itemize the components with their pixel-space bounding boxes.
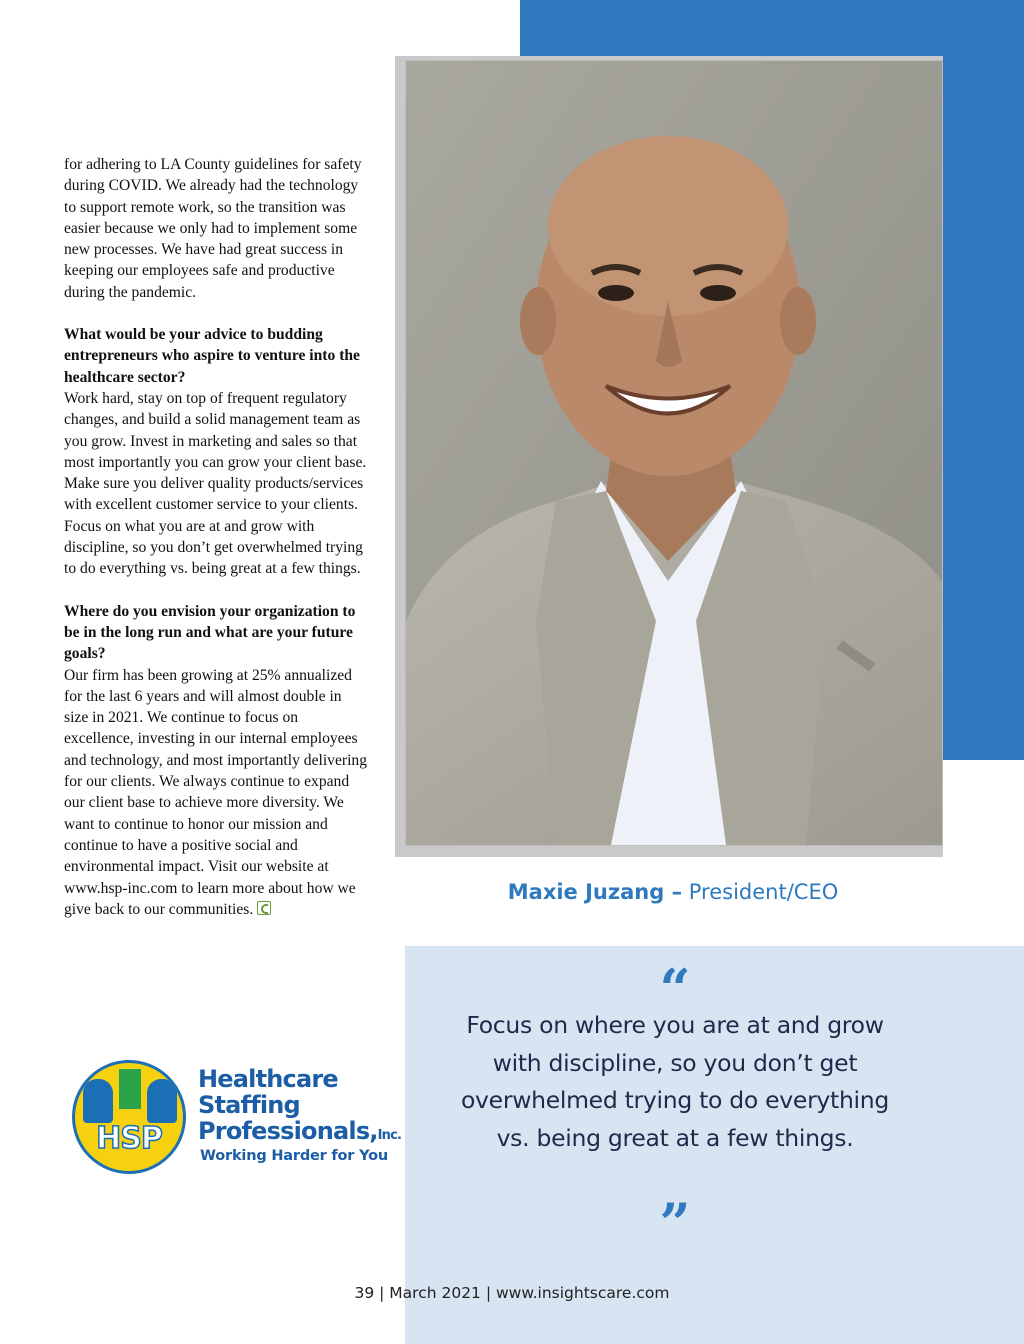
end-mark-icon bbox=[257, 901, 271, 915]
article-qa-block bbox=[64, 601, 369, 920]
logo-line-text: Professionals, bbox=[198, 1117, 378, 1145]
article-column bbox=[64, 154, 369, 941]
logo-line: Healthcare bbox=[198, 1065, 338, 1093]
logo-tagline: Working Harder for You bbox=[200, 1148, 388, 1164]
pull-quote: Focus on where you are at and grow with discipline, so you don’t get overwhelmed trying to do everything vs. being great at a few things. bbox=[460, 1011, 889, 1152]
logo-wordmark bbox=[198, 1066, 401, 1149]
open-quote-icon: “ bbox=[659, 957, 691, 1021]
interview-answer: Work hard, stay on top of frequent regulatory changes, and build a solid management team as you grow. Invest in marketing and sales so that most importantly you can grow your client base. Make sure you deliver quality products/services with excellent customer service to your clients. Focus on what you are at and grow with discipline, so you don’t get overwhelmed trying to do everything vs. being great at a few things. bbox=[64, 389, 367, 578]
photo-caption bbox=[405, 880, 941, 904]
company-logo bbox=[66, 1058, 402, 1178]
interview-question: Where do you envision your organization to be in the long run and what are your future goals? bbox=[64, 602, 356, 663]
article-paragraph: for adhering to LA County guidelines for safety during COVID. We already had the technology to support remote work, so the transition was easier because we only had to implement some new processes. We have had great success in keeping our employees safe and productive during the pandemic. bbox=[64, 156, 362, 301]
logo-line: Staffing bbox=[198, 1091, 300, 1119]
building-icon bbox=[119, 1069, 141, 1109]
logo-inc: Inc. bbox=[377, 1128, 402, 1143]
person-name: Maxie Juzang – bbox=[507, 880, 683, 904]
portrait-illustration bbox=[406, 61, 942, 845]
logo-emblem bbox=[72, 1060, 186, 1174]
close-quote-icon: ” bbox=[659, 1191, 691, 1255]
person-title: President/CEO bbox=[682, 880, 839, 904]
article-qa-block bbox=[64, 324, 369, 580]
page-footer: 39 | March 2021 | www.insightscare.com bbox=[354, 1284, 670, 1302]
logo-line bbox=[198, 1118, 401, 1149]
nurse-figure-icon bbox=[83, 1079, 113, 1123]
interview-question: What would be your advice to budding entrepreneurs who aspire to venture into the healthcare sector? bbox=[64, 326, 360, 386]
portrait-photo bbox=[405, 60, 943, 846]
interview-answer: Our firm has been growing at 25% annualized for the last 6 years and will almost double in size in 2021. We continue to focus on excellence, investing in our internal employees and technology, and most importantly delivering for our clients. We always continue to expand our client base to achieve more diversity. We want to continue to honor our mission and continue to have a positive social and environmental impact. Visit our website at www.hsp-inc.com to learn more about how we give back to our communities. bbox=[64, 666, 368, 918]
logo-acronym: HSP bbox=[96, 1121, 162, 1156]
doctor-figure-icon bbox=[147, 1079, 177, 1123]
